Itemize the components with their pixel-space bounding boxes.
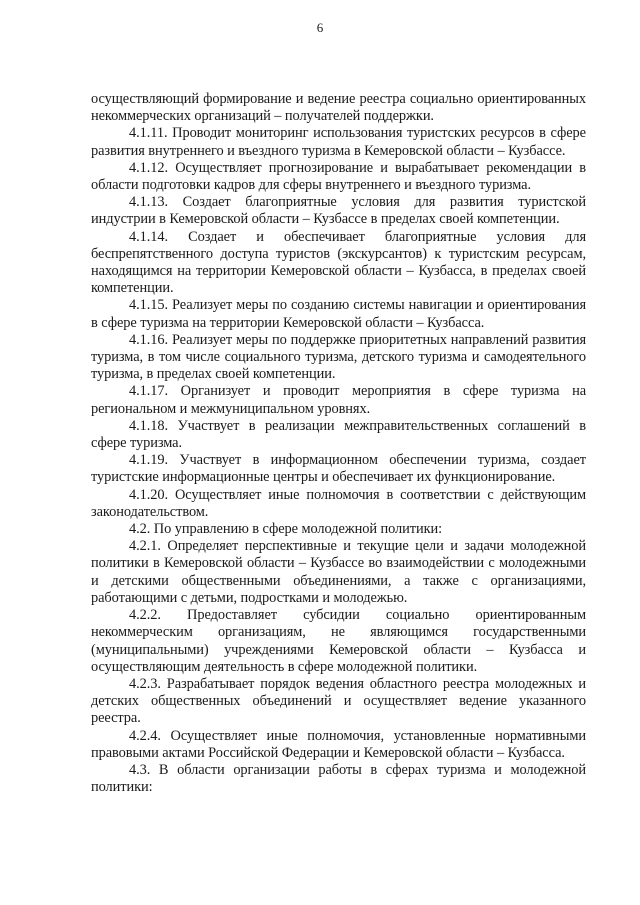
section-heading-4-2: 4.2. По управлению в сфере молодежной политики:	[129, 521, 443, 538]
paragraph-4-1-16: 4.1.16. Реализует меры по поддержке приоритетных направлений развития туризма, в том числе социального туризма, детского туризма и самодеятельного туризма, в пределах своей компетенции.	[91, 331, 586, 383]
page-number: 6	[316, 20, 324, 35]
document-body	[91, 91, 586, 796]
paragraph-4-1-18: 4.1.18. Участвует в реализации межправительственных соглашений в сфере туризма.	[91, 417, 586, 452]
paragraph-4-1-15: 4.1.15. Реализует меры по созданию системы навигации и ориентирования в сфере туризма на территории Кемеровской области – Кузбасса.	[91, 297, 586, 331]
paragraph-continuation: осуществляющий формирование и ведение реестра социально ориентированных некоммерческих организаций – получателей поддержки.	[91, 91, 586, 125]
paragraph-4-1-12: 4.1.12. Осуществляет прогнозирование и вырабатывает рекомендации в области подготовки кадров для сферы внутреннего и въездного туризма.	[91, 159, 586, 194]
section-heading-4-3: 4.3. В области организации работы в сферах туризма и молодежной политики:	[91, 761, 586, 796]
paragraph-4-1-11: 4.1.11. Проводит мониторинг использования туристских ресурсов в сфере развития внутреннего и въездного туризма в Кемеровской области – Кузбассе.	[91, 125, 586, 159]
paragraph-4-2-1: 4.2.1. Определяет перспективные и текущие цели и задачи молодежной политики в Кемеровской области – Кузбассе во взаимодействии с молодежными и детскими общественными объединениями, а также с организациями, работающими с детьми, подростками и молодежью.	[91, 538, 586, 606]
paragraph-4-1-19: 4.1.19. Участвует в информационном обеспечении туризма, создает туристские информационные центры и обеспечивает их функционирование.	[91, 452, 586, 486]
paragraph-4-1-20: 4.1.20. Осуществляет иные полномочия в соответствии с действующим законодательством.	[91, 486, 586, 520]
paragraph-4-1-13: 4.1.13. Создает благоприятные условия для развития туристской индустрии в Кемеровской области – Кузбассе в пределах своей компетенции.	[91, 194, 586, 228]
paragraph-4-2-2: 4.2.2. Предоставляет субсидии социально ориентированным некоммерческим организациям, не являющимся государственными (муниципальными) учреждениями Кемеровской области – Кузбасса и осуществляющим деятельность в сфере молодежной политики.	[91, 607, 586, 675]
paragraph-4-1-17: 4.1.17. Организует и проводит мероприятия в сфере туризма на региональном и межмуниципальном уровнях.	[91, 383, 586, 417]
paragraph-4-2-4: 4.2.4. Осуществляет иные полномочия, установленные нормативными правовыми актами Российской Федерации и Кемеровской области – Кузбасса.	[91, 727, 586, 761]
paragraph-4-2-3: 4.2.3. Разрабатывает порядок ведения областного реестра молодежных и детских общественных объединений и осуществляет ведение указанного реестра.	[91, 675, 586, 727]
paragraph-4-1-14: 4.1.14. Создает и обеспечивает благоприятные условия для беспрепятственного доступа туристов (экскурсантов) к туристским ресурсам, находящимся на территории Кемеровской области – Кузбасса, в пределах своей компетенции.	[91, 228, 586, 297]
